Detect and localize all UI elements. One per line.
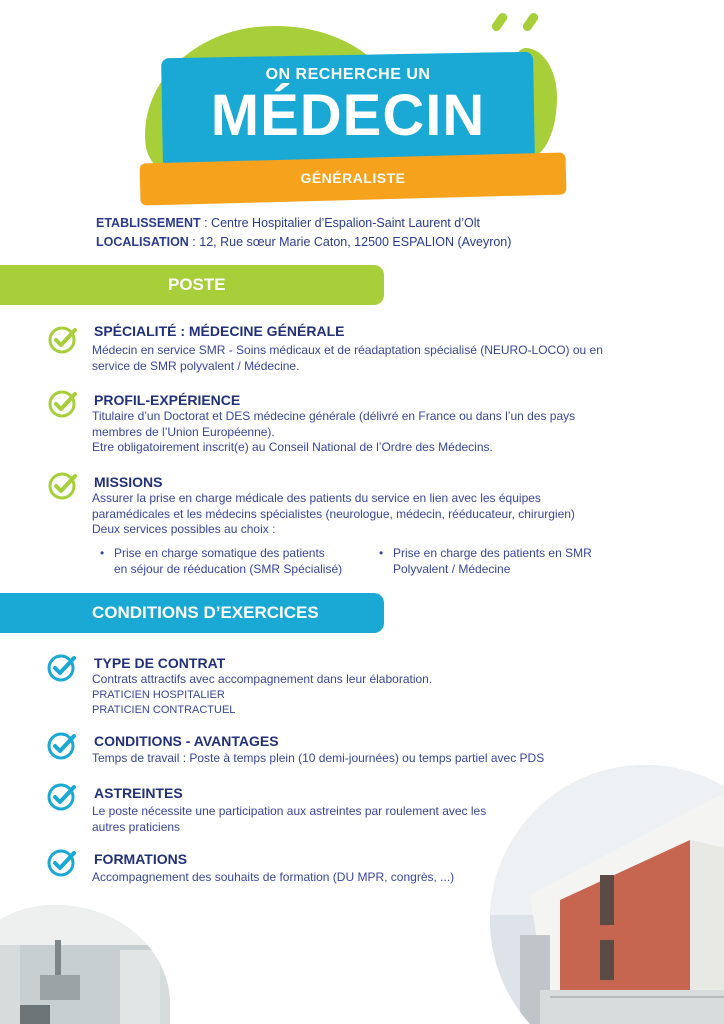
text-line: membres de l’Union Européenne). [92,424,275,439]
check-circle-icon [47,848,77,878]
list-item [379,546,592,577]
text-line: PRATICIEN CONTRACTUEL [92,704,236,716]
medical-room-illustration [0,905,170,1024]
avantages-heading: CONDITIONS - AVANTAGES [94,733,279,749]
text-line: Prise en charge des patients en SMR [393,546,592,560]
profil-heading: PROFIL-EXPÉRIENCE [94,392,241,408]
text-line: Le poste nécessite une participation aux astreintes par roulement avec les [92,804,487,818]
contrat-text [92,672,652,719]
text-line: Polyvalent / Médecine [393,561,511,576]
missions-heading: MISSIONS [94,474,163,490]
contrat-heading: TYPE DE CONTRAT [94,655,226,671]
header-tag: GÉNÉRALISTE [300,170,406,186]
etablissement-line [96,216,480,230]
text-line: Assurer la prise en charge médicale des patients du service en lien avec les équipes [92,491,541,505]
header-subtitle: ON RECHERCHE UN [265,66,431,83]
text-line: paramédicales et les médecins spécialistes (neurologue, médecin, rééducateur, chirurgien) [92,506,575,521]
accent-dash-decoration [490,11,509,33]
check-circle-icon [47,782,77,812]
localisation-label: LOCALISATION [96,235,189,249]
text-line: autres praticiens [92,819,181,834]
text-line: Deux services possibles au choix : [92,522,276,536]
check-circle-icon [47,653,77,683]
specialite-text [92,343,652,374]
formations-heading: FORMATIONS [94,851,188,867]
text-line: en séjour de rééducation (SMR Spécialisé) [114,561,343,576]
accent-dash-decoration [521,11,540,33]
check-circle-icon [48,389,78,419]
text-line: PRATICIEN HOSPITALIER [92,688,225,701]
avantages-text [92,751,652,767]
localisation-line [96,235,511,249]
bullet-dot: • [100,546,105,560]
text-line: Médecin en service SMR - Soins médicaux et de réadaptation spécialisé (NEURO-LOCO) ou en [92,343,603,357]
text-line: Etre obligatoirement inscrit(e) au Conseil National de l’Ordre des Médecins. [92,440,493,454]
text-line: Accompagnement des souhaits de formation (DU MPR, congrès, ...) [92,870,455,884]
bullet-dot: • [379,546,384,560]
text-line: Prise en charge somatique des patients [114,546,325,560]
etablissement-label: ETABLISSEMENT [96,216,201,230]
list-item [100,546,343,577]
header-title: MÉDECIN [210,83,486,148]
text-line: Titulaire d’un Doctorat et DES médecine générale (délivré en France ou dans l’un des pays [92,409,576,423]
conditions-section-title: CONDITIONS D’EXERCICES [92,603,319,622]
check-circle-icon [47,731,77,761]
check-circle-icon [48,471,78,501]
specialite-heading: SPÉCIALITÉ : MÉDECINE GÉNÉRALE [94,323,345,339]
profil-text [92,409,652,456]
text-line: Temps de travail : Poste à temps plein (10 demi-journées) ou temps partiel avec PDS [92,751,545,765]
missions-text [92,491,652,538]
text-line: service de SMR polyvalent / Médecine. [92,358,300,373]
etablissement-value: : Centre Hospitalier d’Espalion-Saint Laurent d’Olt [200,216,480,230]
medical-room-photo [0,905,170,1024]
localisation-value: : 12, Rue sœur Marie Caton, 12500 ESPALION (Aveyron) [188,235,512,249]
text-line: Contrats attractifs avec accompagnement dans leur élaboration. [92,672,433,686]
poste-section-title: POSTE [168,275,226,294]
check-circle-icon [48,325,78,355]
astreintes-heading: ASTREINTES [94,785,183,801]
